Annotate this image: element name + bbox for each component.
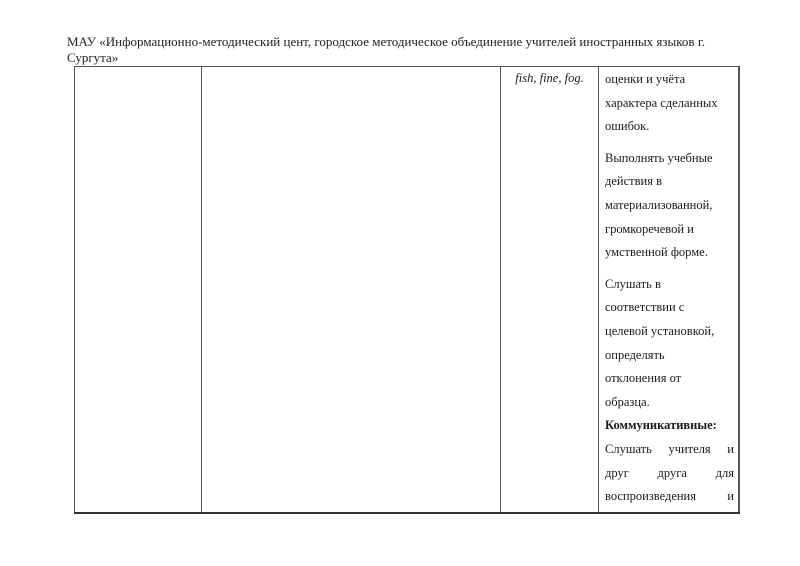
learning-activities: [599, 67, 738, 509]
text-line: целевой установкой,: [605, 323, 715, 338]
text-line: оценки и учёта: [605, 72, 686, 86]
text-line: отклонения от: [605, 371, 682, 386]
paragraph-actions: [605, 147, 734, 265]
paragraph-listening: [605, 273, 734, 415]
text-line: определять: [605, 347, 665, 362]
document-header: МАУ «Информационно-методический цент, городское методическое объединение учителей иностранных языков г. Сургута»: [67, 34, 705, 65]
table-cell-1: [75, 67, 202, 513]
text-line: Выполнять учебные: [605, 150, 713, 165]
text-line: Слушать в: [605, 276, 661, 291]
paragraph-assessment: [605, 68, 734, 139]
table-row: [75, 67, 740, 513]
table-cell-3: [501, 67, 599, 513]
text-line: соответствии с: [605, 300, 685, 315]
section-heading: Коммуникативные:: [605, 418, 717, 433]
text-line: характера сделанных: [605, 95, 718, 110]
section-communicative: [605, 414, 734, 438]
text-line: действия в: [605, 174, 662, 189]
text-line: материализованной,: [605, 197, 713, 212]
text-line: умственной форме.: [605, 245, 708, 260]
table-cell-4: [599, 67, 740, 513]
text-line: друг друга для: [605, 465, 734, 480]
text-line: Слушать учителя и: [605, 441, 734, 456]
example-words: fish, fine, fog.: [515, 71, 584, 85]
table-cell-2: [202, 67, 501, 513]
text-line: образца.: [605, 394, 650, 409]
text-line: ошибок.: [605, 119, 650, 134]
lesson-plan-table: [74, 66, 740, 514]
text-line: воспроизведения и: [605, 489, 734, 504]
text-line: громкоречевой и: [605, 221, 694, 236]
